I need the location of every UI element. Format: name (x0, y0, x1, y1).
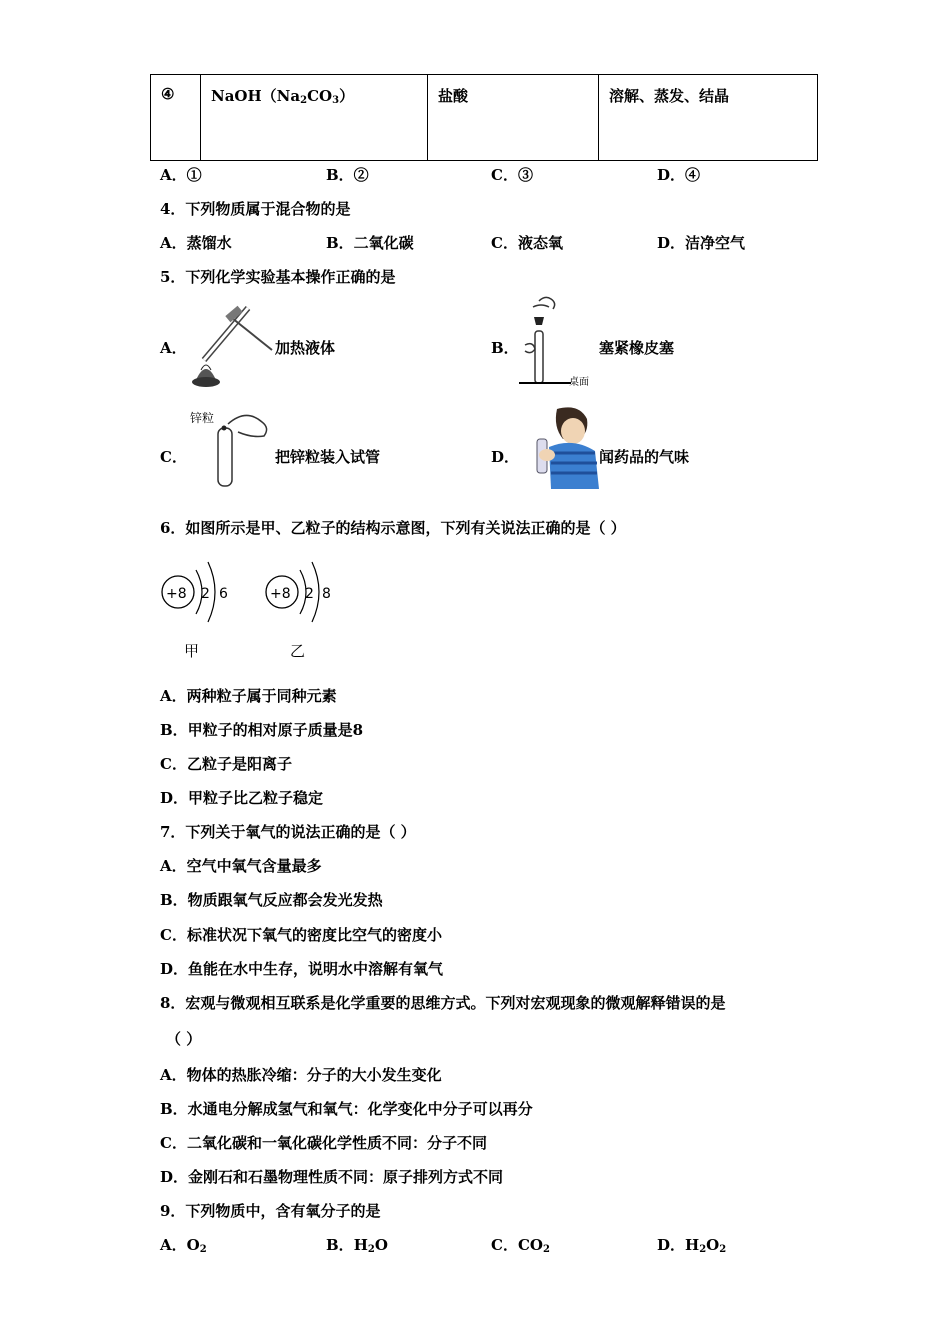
q3-option-c[interactable]: C．③ (491, 166, 533, 184)
zinc-label: 锌粒 (190, 411, 215, 425)
q4-option-d[interactable]: D．洁净空气 (657, 234, 746, 252)
q5-option-c-text: 把锌粒装入试管 (275, 448, 381, 466)
yi-nucleus: +8 (270, 586, 291, 602)
q9-option-a[interactable]: A．$O_2$ (160, 1236, 207, 1255)
jia-shell1: 2 (201, 586, 210, 602)
q6-option-a[interactable]: A．两种粒子属于同种元素 (160, 687, 337, 705)
q9-option-b[interactable]: B．$H_2O$ (326, 1236, 388, 1255)
q3-option-d[interactable]: D．④ (657, 166, 701, 184)
q9-option-d[interactable]: D．$H_2O_2$ (657, 1236, 727, 1255)
q3-option-b[interactable]: B．② (326, 166, 369, 184)
q7-option-a[interactable]: A．空气中氧气含量最多 (160, 857, 322, 875)
q5-option-a-text: 加热液体 (275, 339, 336, 357)
q8-option-c[interactable]: C．二氧化碳和一氧化碳化学性质不同：分子不同 (160, 1134, 487, 1152)
q8-option-d[interactable]: D．金刚石和石墨物理性质不同：原子排列方式不同 (160, 1168, 504, 1186)
particle-yi (266, 562, 331, 660)
q5-option-d-text: 闻药品的气味 (599, 448, 690, 466)
zinc-tube-illustration (188, 406, 272, 490)
smelling-illustration (527, 403, 601, 489)
q6-stem: 6．如图所示是甲、乙粒子的结构示意图，下列有关说法正确的是（ ） (160, 519, 626, 537)
jia-shell2: 6 (219, 586, 228, 602)
q9-option-c[interactable]: C．$CO_2$ (491, 1236, 550, 1255)
q4-option-a[interactable]: A．蒸馏水 (160, 234, 232, 252)
particle-structure-diagram (156, 558, 346, 666)
q5-option-c-label[interactable]: C． (160, 448, 187, 466)
separation-table (150, 74, 818, 161)
particle-jia (162, 562, 228, 660)
jia-label: 甲 (184, 642, 200, 660)
heating-liquid-illustration (186, 300, 274, 390)
desk-label: 桌面 (569, 377, 589, 388)
q5-option-b-text: 塞紧橡皮塞 (599, 339, 675, 357)
q6-option-c[interactable]: C．乙粒子是阳离子 (160, 755, 292, 773)
q8-paren: （ ） (166, 1030, 202, 1048)
table-row (151, 75, 818, 161)
q4-stem: 4．下列物质属于混合物的是 (160, 200, 351, 218)
q8-option-a[interactable]: A．物体的热胀冷缩：分子的大小发生变化 (160, 1066, 442, 1084)
q3-option-a[interactable]: A．① (160, 166, 202, 184)
row-number: ④ (151, 75, 201, 161)
method-cell: 溶解、蒸发、结晶 (599, 75, 818, 161)
agent-cell: 盐酸 (428, 75, 599, 161)
q7-option-b[interactable]: B．物质跟氧气反应都会发光发热 (160, 891, 383, 909)
yi-shell2: 8 (322, 586, 331, 602)
q6-option-b[interactable]: B．甲粒子的相对原子质量是8 (160, 721, 364, 739)
q5-option-d-label[interactable]: D． (491, 448, 520, 466)
q4-option-c[interactable]: C．液态氧 (491, 234, 563, 252)
q6-option-d[interactable]: D．甲粒子比乙粒子稳定 (160, 789, 324, 807)
q5-option-a-label[interactable]: A． (160, 339, 187, 357)
q8-stem: 8．宏观与微观相互联系是化学重要的思维方式。下列对宏观现象的微观解释错误的是 (160, 994, 726, 1012)
q7-option-d[interactable]: D．鱼能在水中生存，说明水中溶解有氧气 (160, 960, 444, 978)
jia-nucleus: +8 (166, 586, 187, 602)
yi-label: 乙 (290, 642, 306, 660)
yi-shell1: 2 (305, 586, 314, 602)
q5-stem: 5．下列化学实验基本操作正确的是 (160, 268, 396, 286)
stopper-illustration (515, 293, 605, 389)
q9-stem: 9．下列物质中，含有氧分子的是 (160, 1202, 381, 1220)
q5-option-b-label[interactable]: B． (491, 339, 519, 357)
q4-option-b[interactable]: B．二氧化碳 (326, 234, 414, 252)
reagent-cell: $NaOH(Na_2CO_3)$ (201, 75, 428, 161)
q7-option-c[interactable]: C．标准状况下氧气的密度比空气的密度小 (160, 926, 442, 944)
q8-option-b[interactable]: B．水通电分解成氢气和氧气：化学变化中分子可以再分 (160, 1100, 533, 1118)
q7-stem: 7．下列关于氧气的说法正确的是（ ） (160, 823, 416, 841)
